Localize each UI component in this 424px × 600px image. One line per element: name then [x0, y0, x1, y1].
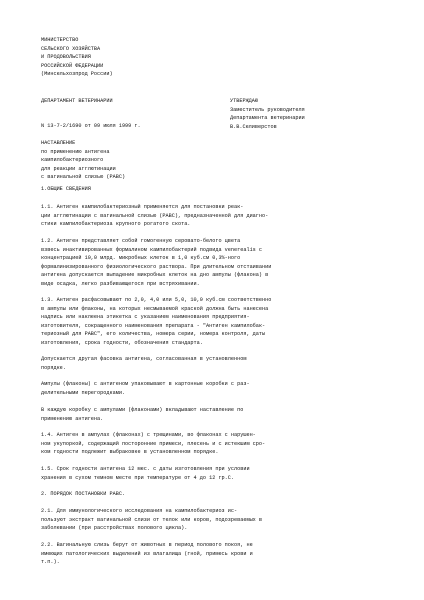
- document-title: НАСТАВЛЕНИЕ по применению антигена кампилобактериозного для реакции агглютинации с вагинальной слизью (РАВС): [41, 140, 126, 180]
- approval-block: УТВЕРЖДАЮ Заместитель руководителя Департамента ветеринарии В.В.Селиверстов: [230, 98, 305, 130]
- section-1-heading: 1.ОБЩИЕ СВЕДЕНИЯ: [41, 186, 91, 192]
- paragraph-1-4: 1.4. Антиген в ампулах (флаконах) с трещинами, во флаконах с нарушен- ном укупоркой, содержащий посторонние примеси, плесень и с истекшим сро- ком годности подлежит выбраковке в установленном порядке.: [41, 432, 266, 455]
- document-number-date: N 13-7-2/1690 от 09 июля 1999 г.: [41, 123, 141, 129]
- paragraph-1-5: 1.5. Срок годности антигена 12 мес. с даты изготовления при условии хранения в сухом темном месте при температуре от 4 до 12 гр.С.: [41, 466, 250, 481]
- paragraph-1-1: 1.1. Антиген кампилобактериозный применяется для постановки реак- ции агглютинации с вагинальной слизью (РАВС), предназначенной для диагно- стики кампилобактериоза крупного рогатого скота.: [41, 204, 269, 227]
- department-name: ДЕПАРТАМЕНТ ВЕТЕРИНАРИИ: [41, 98, 113, 104]
- paragraph-1-3: 1.3. Антиген расфасовывают по 2,0, 4,0 или 5,0, 10,0 куб.см соответственно в ампулы или флаконы, на которых несмываемой краской должна быть нанесена надпись или наклеена этикетка с указанием наименования предприятия- изготовителя, сокращенного наименования препарата - "Антиген кампилобак- териозный для РАВС", его количества, номера серии, номера контроля, даты изготовления, срока годности, обозначения стандарта.: [41, 297, 272, 346]
- paragraph-manual: В каждую коробку с ампулами (флаконами) вкладывают наставление по применению антигена.: [41, 407, 244, 422]
- paragraph-other-packaging: Допускается другая фасовка антигена, согласованная в установленном порядке.: [41, 356, 247, 371]
- paragraph-2-2: 2.2. Вагинальную слизь берут от животных в период полового покоя, не имеющих патологических выделений из влагалища (гной, примесь крови и т.п.).: [41, 542, 253, 565]
- section-2-heading: 2. ПОРЯДОК ПОСТАНОВКИ РАВС.: [41, 491, 126, 497]
- paragraph-2-1: 2.1. Для иммунологического исследования на кампилобактериоз ис- пользуют экстракт вагинальной слизи от телок или коров, подозреваемых в заболевании (при расстройствах полового цикла).: [41, 508, 263, 531]
- ministry-header: МИНИСТЕРСТВО СЕЛЬСКОГО ХОЗЯЙСТВА И ПРОДОВОЛЬСТВИЯ РОССИЙСКОЙ ФЕДЕРАЦИИ (Минсельхозпрод России): [41, 37, 113, 77]
- paragraph-1-2: 1.2. Антиген представляет собой гомогенную серовато-белого цвета взвесь инактивированных формалином кампилобактерий подвида venerealis с концентрацией 10,0 млрд. микробных клеток в 1,0 куб.см 0,3%-ного формалинизированного физиологического раствора. При длительном отстаивании антигена допускается выпадение микробных клеток на дно ампулы (флакона) в виде осадка, легко разбивающегося при встряхивании.: [41, 238, 272, 287]
- paragraph-boxes: Ампулы (флаконы) с антигеном упаковывают в картонные коробки с раз- делительными перегородками.: [41, 381, 250, 396]
